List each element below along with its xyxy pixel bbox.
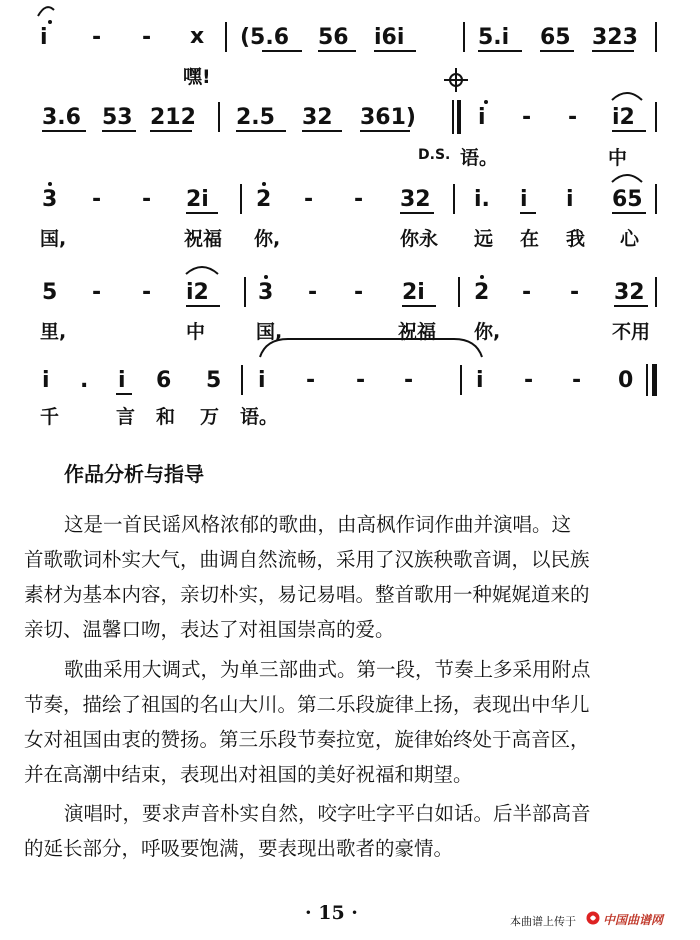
tie-arc	[36, 2, 56, 18]
lyric: 国,	[256, 321, 283, 343]
augmentation-dot: .	[80, 368, 89, 393]
note-group: 65	[540, 25, 571, 50]
note: 3	[42, 187, 58, 212]
note: -	[522, 280, 532, 305]
note: i	[258, 368, 266, 393]
beam	[150, 130, 192, 132]
bar-line	[244, 277, 246, 307]
lyric: 远	[474, 228, 494, 250]
lyric: 不用	[612, 321, 651, 343]
dal-segno-mark: D.S.	[418, 147, 451, 163]
note: -	[92, 25, 102, 50]
bar-line	[655, 277, 657, 307]
beam	[360, 130, 410, 132]
bar-line	[655, 102, 657, 132]
lyric: 祝福	[398, 321, 437, 343]
beam	[102, 130, 136, 132]
slur-arc	[610, 170, 644, 184]
note: -	[524, 368, 534, 393]
repeat-end-line	[452, 100, 454, 134]
note: i.	[474, 187, 490, 212]
note-group: 32	[302, 105, 333, 130]
high-octave-dot	[48, 20, 52, 24]
note: -	[92, 187, 102, 212]
beam	[540, 50, 574, 52]
paragraph-line: 这是一首民谣风格浓郁的歌曲，由高枫作词作曲并演唱。这	[64, 513, 572, 536]
lyric: 你,	[254, 228, 281, 250]
note-group: i6i	[374, 25, 405, 50]
note: -	[304, 187, 314, 212]
slur-arc	[610, 88, 644, 102]
note: i	[520, 187, 528, 212]
bar-line	[655, 22, 657, 52]
lyric: 在	[520, 228, 540, 250]
beam	[116, 393, 132, 395]
high-octave-dot	[484, 100, 488, 104]
note-group: (5.6	[240, 25, 290, 50]
note-group: 2.5	[236, 105, 275, 130]
note: 2	[256, 187, 272, 212]
lyric: 里,	[40, 321, 67, 343]
note: 5	[206, 368, 222, 393]
bar-line	[241, 365, 243, 395]
lyric: 千	[40, 406, 60, 428]
beam	[400, 212, 434, 214]
note: 5	[42, 280, 58, 305]
bar-line	[453, 184, 455, 214]
lyric: 中	[608, 147, 628, 169]
note: -	[572, 368, 582, 393]
high-octave-dot	[480, 275, 484, 279]
site-name[interactable]: 中国曲谱网	[603, 913, 664, 927]
note-group: i2	[612, 105, 635, 130]
note-group: 32	[400, 187, 431, 212]
lyric: 语。	[460, 147, 499, 169]
note: -	[92, 280, 102, 305]
note-group: i2	[186, 280, 209, 305]
beam	[236, 130, 286, 132]
note-group: 212	[150, 105, 196, 130]
note-group: 56	[318, 25, 349, 50]
beam	[592, 50, 634, 52]
upload-credit: 本曲谱上传于	[510, 915, 576, 928]
tie-arc	[258, 335, 484, 359]
note: i	[566, 187, 574, 212]
bar-line	[240, 184, 242, 214]
bar-line	[655, 184, 657, 214]
beam	[612, 212, 646, 214]
note-group: 53	[102, 105, 133, 130]
paragraph-line: 演唱时，要求声音朴实自然，咬字吐字平白如话。后半部高音	[64, 802, 591, 825]
note: -	[354, 187, 364, 212]
paragraph-line: 女对祖国由衷的赞扬。第三乐段节奏拉宽，旋律始终处于高音区，	[24, 728, 590, 751]
beam	[520, 212, 536, 214]
final-bar-line-thick	[652, 364, 657, 396]
note: i	[40, 25, 48, 50]
high-octave-dot	[48, 182, 52, 186]
paragraph-line: 亲切、温馨口吻，表达了对祖国崇高的爱。	[24, 618, 395, 641]
note-group: 3.6	[42, 105, 81, 130]
note: -	[570, 280, 580, 305]
note-group: 5.i	[478, 25, 510, 50]
lyric: 言	[116, 406, 136, 428]
lyric: 你永	[400, 228, 439, 250]
paragraph-line: 节奏，描绘了祖国的名山大川。第二乐段旋律上扬，表现出中华儿	[24, 693, 590, 716]
beam	[402, 305, 436, 307]
note: i	[42, 368, 50, 393]
shout-mark: x	[190, 24, 205, 49]
high-octave-dot	[264, 275, 268, 279]
beam	[186, 212, 218, 214]
page-number: · 15 ·	[305, 902, 358, 924]
rest: 0	[618, 368, 634, 393]
note-group: 65	[612, 187, 643, 212]
note: 3	[258, 280, 274, 305]
beam	[478, 50, 522, 52]
note: -	[522, 105, 532, 130]
lyric: 嘿!	[183, 66, 211, 88]
paragraph-line: 歌曲采用大调式，为单三部曲式。第一段，节奏上多采用附点	[64, 658, 591, 681]
beam	[262, 50, 302, 52]
note: -	[568, 105, 578, 130]
bar-line	[218, 102, 220, 132]
paragraph-line: 的延长部分，呼吸要饱满，要表现出歌者的豪情。	[24, 837, 454, 860]
note: -	[356, 368, 366, 393]
note: -	[404, 368, 414, 393]
beam	[302, 130, 342, 132]
beam	[612, 130, 646, 132]
note: i	[476, 368, 484, 393]
paragraph-line: 并在高潮中结束，表现出对祖国的美好祝福和期望。	[24, 763, 473, 786]
note: -	[142, 280, 152, 305]
note: -	[306, 368, 316, 393]
beam	[614, 305, 648, 307]
lyric: 我	[566, 228, 586, 250]
bar-line	[463, 22, 465, 52]
beam	[374, 50, 416, 52]
section-heading: 作品分析与指导	[64, 462, 204, 486]
note-group: 2i	[186, 187, 209, 212]
site-logo-icon	[585, 910, 601, 926]
coda-sign-icon	[444, 68, 468, 92]
final-bar-line	[646, 364, 648, 396]
note-group: 361)	[360, 105, 416, 130]
lyric: 祝福	[184, 228, 223, 250]
paragraph-line: 素材为基本内容，亲切朴实，易记易唱。整首歌用一种娓娓道来的	[24, 583, 590, 606]
note: -	[308, 280, 318, 305]
note: -	[142, 187, 152, 212]
bar-line	[225, 22, 227, 52]
note-group: 2i	[402, 280, 425, 305]
beam	[186, 305, 220, 307]
note: 6	[156, 368, 172, 393]
bar-line	[458, 277, 460, 307]
high-octave-dot	[262, 182, 266, 186]
note: -	[142, 25, 152, 50]
lyric: 和	[156, 406, 176, 428]
note: i	[478, 105, 486, 130]
note-group: 323	[592, 25, 638, 50]
lyric: 语。	[240, 406, 279, 428]
beam	[42, 130, 86, 132]
lyric: 你,	[474, 321, 501, 343]
note: 2	[474, 280, 490, 305]
slur-arc	[184, 262, 220, 276]
lyric: 心	[620, 228, 640, 250]
lyric: 国,	[40, 228, 67, 250]
paragraph-line: 首歌歌词朴实大气，曲调自然流畅，采用了汉族秧歌音调，以民族	[24, 548, 590, 571]
note-group: 32	[614, 280, 645, 305]
note: -	[354, 280, 364, 305]
note: i	[118, 368, 126, 393]
lyric: 中	[186, 321, 206, 343]
lyric: 万	[200, 406, 220, 428]
repeat-end-line-thick	[457, 100, 461, 134]
beam	[318, 50, 356, 52]
bar-line	[460, 365, 462, 395]
